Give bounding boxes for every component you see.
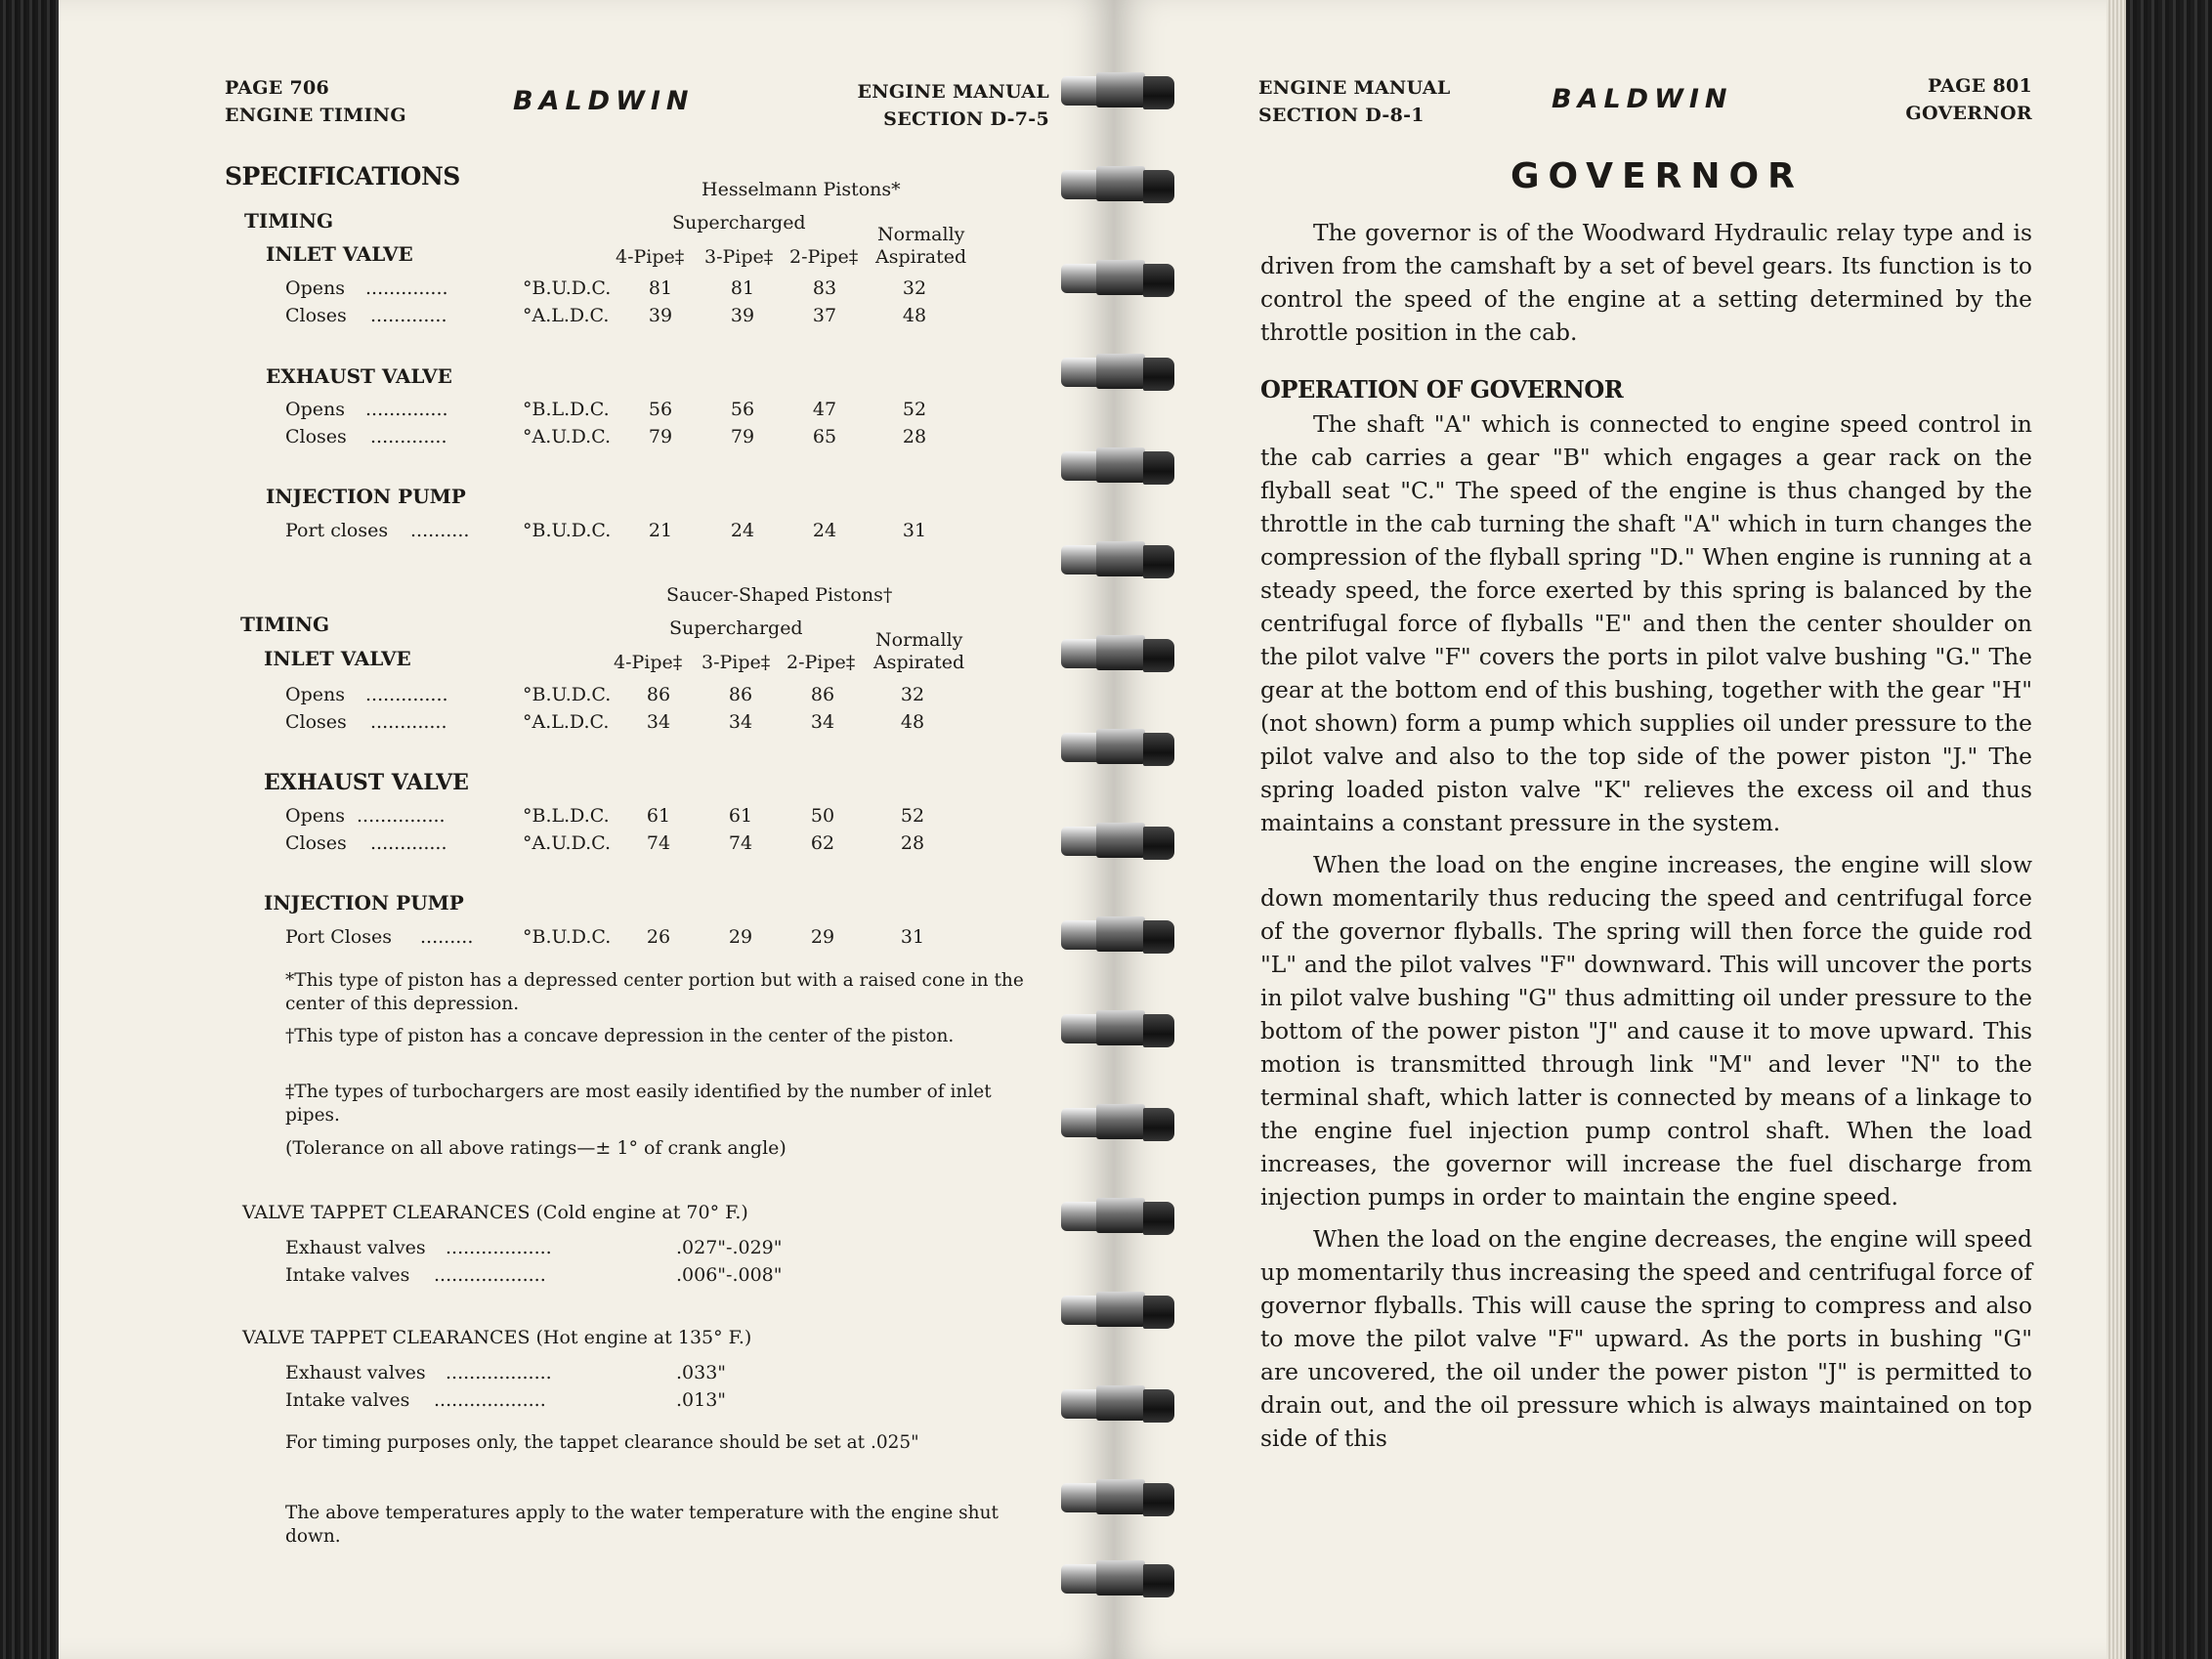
table-cell: 61 <box>728 805 753 827</box>
table-cell: 61 <box>646 805 671 827</box>
row-label: Exhaust valves <box>285 1237 426 1258</box>
column-header: 4-Pipe‡ <box>616 246 685 268</box>
reference-point: °B.U.D.C. <box>523 684 612 705</box>
timing-heading: TIMING <box>240 613 330 636</box>
dot-leader: ................... <box>434 1389 546 1411</box>
timing-note: For timing purposes only, the tappet clearance should be set at .025" <box>285 1432 919 1453</box>
brand-left: BALDWIN <box>513 86 695 116</box>
page-number-left: PAGE 706 <box>225 77 330 99</box>
table-cell: 24 <box>812 520 837 541</box>
governor-intro <box>1260 216 2032 349</box>
piston-type-heading: Hesselmann Pistons* <box>702 179 901 200</box>
table-cell: 52 <box>902 399 927 420</box>
table-cell: 34 <box>728 711 753 733</box>
exhaust-valve-heading: EXHAUST VALVE <box>264 770 469 795</box>
clearance-value: .027"-.029" <box>676 1237 783 1258</box>
footnote-double-dagger: ‡The types of turbochargers are most easily identified by the number of inlet pipes. <box>285 1082 992 1126</box>
clearance-value: .013" <box>676 1389 727 1411</box>
manual-label-right: ENGINE MANUAL <box>1258 77 1451 99</box>
binding-ring <box>1057 905 1182 959</box>
table-cell: 28 <box>900 832 925 854</box>
binding-ring <box>1057 1468 1182 1522</box>
table-cell: 86 <box>646 684 671 705</box>
dot-leader: .................. <box>446 1362 552 1383</box>
reference-point: °B.U.D.C. <box>523 520 612 541</box>
dot-leader: ............. <box>370 832 447 854</box>
table-cell: 86 <box>728 684 753 705</box>
operation-heading: OPERATION OF GOVERNOR <box>1260 375 1624 404</box>
row-label: Port closes <box>285 520 389 541</box>
table-cell: 79 <box>730 426 755 447</box>
table-cell: 34 <box>810 711 835 733</box>
supercharged-heading: Supercharged <box>669 617 803 639</box>
cold-clearance-heading: VALVE TAPPET CLEARANCES (Cold engine at 70° F.) <box>242 1202 748 1223</box>
normally-heading: Normally <box>875 629 963 651</box>
specifications-title: SPECIFICATIONS <box>225 162 460 191</box>
footnote-asterisk: *This type of piston has a depressed center portion but with a raised cone in the center of this depression. <box>285 970 1024 1014</box>
table-cell: 39 <box>648 305 673 326</box>
intro-paragraph: The governor is of the Woodward Hydraulic relay type and is driven from the camshaft by a set of bevel gears. Its function is to control the speed of the engine at a setting determined by the throttle position in the cab. <box>1260 219 2032 346</box>
column-header: 3-Pipe‡ <box>704 246 774 268</box>
binding-ring <box>1057 1549 1182 1603</box>
normally-heading: Normally <box>877 224 965 245</box>
clearance-value: .033" <box>676 1362 727 1383</box>
section-label-left: SECTION D-7-5 <box>883 108 1049 130</box>
brand-right: BALDWIN <box>1552 84 1733 114</box>
table-cell: 28 <box>902 426 927 447</box>
table-cell: 48 <box>900 711 925 733</box>
operation-paragraph-3: When the load on the engine decreases, the engine will speed up momentarily thus increasing the speed and centrifugal force of governor flyballs. This will cause the spring to compress and also to move the pilot valve "F" upward. As the ports in bushing "G" are uncovered, the oil under the power piston "J" is permitted to drain out, and the oil pressure which is always maintained on top side of this <box>1260 1225 2032 1452</box>
row-label: Opens <box>285 399 345 420</box>
binding-ring <box>1057 1186 1182 1241</box>
inlet-valve-heading: INLET VALVE <box>264 647 411 670</box>
binding-ring <box>1057 61 1182 115</box>
reference-point: °B.L.D.C. <box>523 805 610 827</box>
book-cover-right <box>2126 0 2212 1659</box>
supercharged-heading: Supercharged <box>672 212 806 234</box>
table-cell: 48 <box>902 305 927 326</box>
column-header: 2-Pipe‡ <box>787 652 856 673</box>
binding-ring <box>1057 1092 1182 1147</box>
table-cell: 74 <box>728 832 753 854</box>
reference-point: °A.L.D.C. <box>523 711 610 733</box>
piston-type-heading: Saucer-Shaped Pistons† <box>666 584 893 606</box>
binding-ring <box>1057 811 1182 866</box>
timing-heading: TIMING <box>244 209 334 233</box>
injection-pump-heading: INJECTION PUMP <box>266 485 466 508</box>
dot-leader: .............. <box>365 277 448 299</box>
dot-leader: .......... <box>410 520 470 541</box>
column-header: 2-Pipe‡ <box>789 246 859 268</box>
binding-ring <box>1057 530 1182 584</box>
table-cell: 32 <box>902 277 927 299</box>
table-cell: 52 <box>900 805 925 827</box>
right-page <box>1114 0 2126 1659</box>
table-cell: 21 <box>648 520 673 541</box>
exhaust-valve-heading: EXHAUST VALVE <box>266 364 452 388</box>
table-cell: 83 <box>812 277 837 299</box>
reference-point: °A.U.D.C. <box>523 832 612 854</box>
binding-ring <box>1057 717 1182 772</box>
injection-pump-heading: INJECTION PUMP <box>264 891 464 915</box>
table-cell: 29 <box>810 926 835 948</box>
tolerance-note: (Tolerance on all above ratings—± 1° of crank angle) <box>285 1137 787 1159</box>
table-cell: 56 <box>648 399 673 420</box>
binding-ring <box>1057 342 1182 397</box>
row-label: Opens <box>285 684 345 705</box>
dot-leader: ............. <box>370 711 447 733</box>
page-topic-left: ENGINE TIMING <box>225 105 406 126</box>
footnote-dagger: †This type of piston has a concave depression in the center of the piston. <box>285 1026 955 1046</box>
dot-leader: .................. <box>446 1237 552 1258</box>
binding-ring <box>1057 999 1182 1053</box>
binding-ring <box>1057 436 1182 490</box>
column-header: Aspirated <box>873 652 965 673</box>
table-cell: 31 <box>902 520 927 541</box>
row-label: Closes <box>285 832 347 854</box>
row-label: Intake valves <box>285 1389 410 1411</box>
row-label: Exhaust valves <box>285 1362 426 1383</box>
clearance-value: .006"-.008" <box>676 1264 783 1286</box>
row-label: Port Closes <box>285 926 393 948</box>
column-header: 4-Pipe‡ <box>614 652 683 673</box>
book-cover-left <box>0 0 59 1659</box>
binding-ring <box>1057 248 1182 303</box>
row-label: Intake valves <box>285 1264 410 1286</box>
page-edges <box>2106 0 2126 1659</box>
manual-label-left: ENGINE MANUAL <box>857 81 1049 103</box>
row-label: Closes <box>285 305 347 326</box>
table-cell: 65 <box>812 426 837 447</box>
table-cell: 31 <box>900 926 925 948</box>
left-page <box>59 0 1114 1659</box>
dot-leader: .............. <box>365 684 448 705</box>
binding-ring <box>1057 154 1182 209</box>
binding-ring <box>1057 1280 1182 1335</box>
table-cell: 86 <box>810 684 835 705</box>
governor-title: GOVERNOR <box>1510 156 1804 196</box>
temperature-note: The above temperatures apply to the water temperature with the engine shut down. <box>285 1503 999 1547</box>
dot-leader: ............. <box>370 305 447 326</box>
hot-clearance-heading: VALVE TAPPET CLEARANCES (Hot engine at 135° F.) <box>242 1327 752 1348</box>
table-cell: 50 <box>810 805 835 827</box>
table-cell: 29 <box>728 926 753 948</box>
inlet-valve-heading: INLET VALVE <box>266 242 413 266</box>
page-topic-right: GOVERNOR <box>1905 103 2032 124</box>
operation-paragraph-2: When the load on the engine increases, the engine will slow down momentarily thus reducing the speed and centrifugal force of the governor flyballs. The spring will then force the guide rod "L" and the pilot valves "F" downward. This will uncover the ports in pilot valve bushing "G" thus admitting oil under pressure to the bottom of the power piston "J" and cause it to move upward. This motion is transmitted through link "M" and lever "N" to the terminal shaft, which latter is connected by means of a linkage to the engine fuel injection pump control shaft. When the load increases, the governor will increase the fuel discharge from injection pumps in order to maintain the engine speed. <box>1260 851 2032 1211</box>
table-cell: 74 <box>646 832 671 854</box>
column-header: Aspirated <box>875 246 967 268</box>
operation-paragraph-1: The shaft "A" which is connected to engine speed control in the cab carries a gear "B" which engages a gear rack on the flyball seat "C." The speed of the engine is thus changed by the throttle in the cab turning the shaft "A" which in turn changes the compression of the flyball spring "D." When engine is running at a steady speed, the force exerted by this spring is balanced by the centrifugal force of flyballs "E" and then the center shoulder on the pilot valve "F" covers the ports in pilot valve bushing "G." The gear at the bottom end of this bushing, together with the gear "H" (not shown) form a pump which supplies oil under pressure to the pilot valve and also to the top side of the power piston "J." The spring loaded piston valve "K" relieves the excess oil and thus maintains a constant pressure in the system. <box>1260 410 2032 836</box>
dot-leader: ................... <box>434 1264 546 1286</box>
table-cell: 81 <box>648 277 673 299</box>
page-number-right: PAGE 801 <box>1927 75 2032 97</box>
dot-leader: ......... <box>420 926 474 948</box>
spiral-binding <box>1057 0 1182 1659</box>
table-cell: 79 <box>648 426 673 447</box>
table-cell: 26 <box>646 926 671 948</box>
section-label-right: SECTION D-8-1 <box>1258 105 1425 126</box>
dot-leader: ............... <box>357 805 446 827</box>
operation-text <box>1260 407 2032 1455</box>
reference-point: °B.L.D.C. <box>523 399 610 420</box>
row-label: Opens <box>285 277 345 299</box>
table-cell: 47 <box>812 399 837 420</box>
table-cell: 81 <box>730 277 755 299</box>
table-cell: 32 <box>900 684 925 705</box>
reference-point: °A.U.D.C. <box>523 426 612 447</box>
reference-point: °B.U.D.C. <box>523 926 612 948</box>
table-cell: 39 <box>730 305 755 326</box>
table-cell: 24 <box>730 520 755 541</box>
reference-point: °A.L.D.C. <box>523 305 610 326</box>
table-cell: 37 <box>812 305 837 326</box>
table-cell: 56 <box>730 399 755 420</box>
table-cell: 62 <box>810 832 835 854</box>
binding-ring <box>1057 623 1182 678</box>
row-label: Opens <box>285 805 345 827</box>
dot-leader: .............. <box>365 399 448 420</box>
row-label: Closes <box>285 711 347 733</box>
reference-point: °B.U.D.C. <box>523 277 612 299</box>
binding-ring <box>1057 1374 1182 1428</box>
column-header: 3-Pipe‡ <box>702 652 771 673</box>
table-cell: 34 <box>646 711 671 733</box>
row-label: Closes <box>285 426 347 447</box>
dot-leader: ............. <box>370 426 447 447</box>
